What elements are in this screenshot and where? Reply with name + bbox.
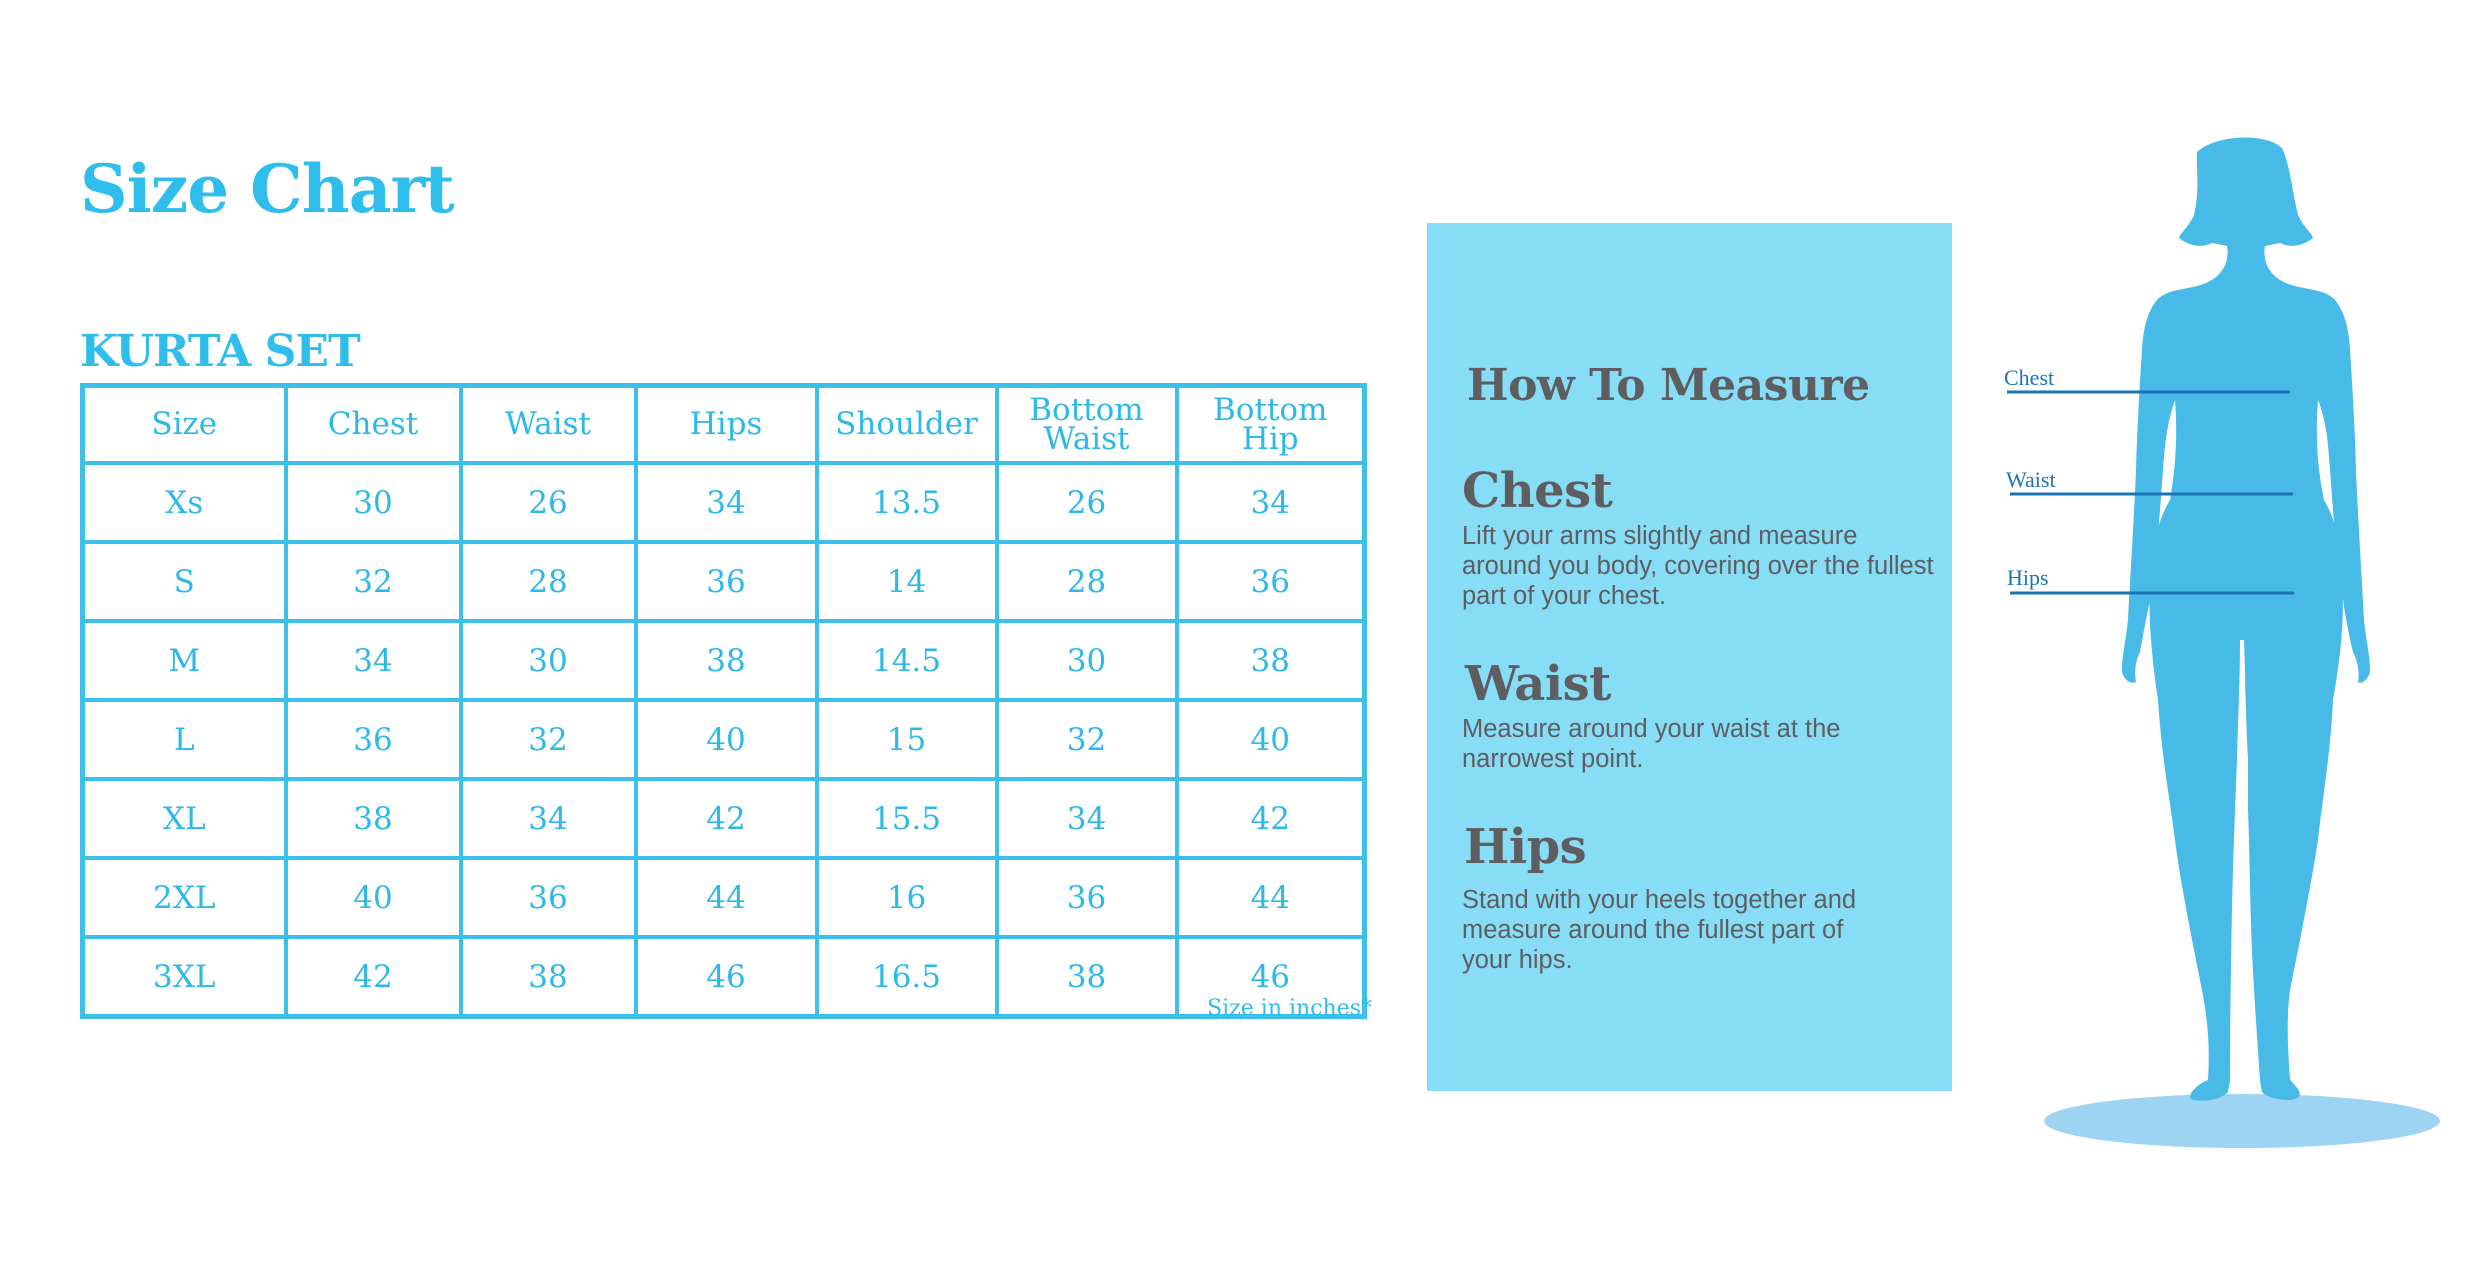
figure-label-chest: Chest	[2004, 365, 2055, 390]
cell-bottom-hip: 40	[1177, 700, 1365, 779]
column-header-size: Size	[83, 386, 286, 464]
cell-shoulder: 15.5	[817, 779, 997, 858]
cell-waist: 38	[461, 937, 636, 1017]
header-line: Hip	[1241, 420, 1299, 457]
table-row	[83, 858, 1365, 937]
cell-shoulder: 14.5	[817, 621, 997, 700]
cell-bottom-waist: 28	[997, 542, 1177, 621]
cell-bottom-hip: 42	[1177, 779, 1365, 858]
header-line: Bottom	[1213, 391, 1328, 428]
cell-size: 3XL	[83, 937, 286, 1017]
cell-bottom-waist: 30	[997, 621, 1177, 700]
cell-size: L	[83, 700, 286, 779]
cell-size: Xs	[83, 463, 286, 542]
cell-shoulder: 13.5	[817, 463, 997, 542]
cell-bottom-hip: 46	[1177, 937, 1365, 1017]
header-line: Waist	[1043, 420, 1130, 457]
table-row	[83, 621, 1365, 700]
page-title: Size Chart	[80, 150, 454, 228]
cell-hips: 36	[636, 542, 817, 621]
cell-size: M	[83, 621, 286, 700]
column-header-waist: Waist	[461, 386, 636, 464]
waist-heading: Waist	[1465, 656, 1611, 712]
cell-chest: 38	[286, 779, 461, 858]
cell-bottom-waist: 36	[997, 858, 1177, 937]
cell-chest: 42	[286, 937, 461, 1017]
cell-bottom-waist: 26	[997, 463, 1177, 542]
cell-waist: 32	[461, 700, 636, 779]
how-to-measure-title: How To Measure	[1467, 360, 1870, 411]
cell-shoulder: 14	[817, 542, 997, 621]
table-row	[83, 700, 1365, 779]
table-row	[83, 463, 1365, 542]
cell-waist: 30	[461, 621, 636, 700]
cell-chest: 34	[286, 621, 461, 700]
cell-shoulder: 16	[817, 858, 997, 937]
cell-size: S	[83, 542, 286, 621]
cell-hips: 46	[636, 937, 817, 1017]
cell-bottom-hip: 38	[1177, 621, 1365, 700]
cell-bottom-hip: 34	[1177, 463, 1365, 542]
how-to-measure-panel	[1427, 223, 1952, 1091]
cell-shoulder: 16.5	[817, 937, 997, 1017]
section-title-kurta-set: KURTA SET	[80, 326, 360, 377]
size-table	[80, 383, 1367, 1019]
cell-bottom-hip: 44	[1177, 858, 1365, 937]
hips-instructions: Stand with your heels together and measure around the fullest part of your hips.	[1462, 886, 1857, 974]
column-header-chest: Chest	[286, 386, 461, 464]
table-row	[83, 779, 1365, 858]
cell-shoulder: 15	[817, 700, 997, 779]
cell-chest: 36	[286, 700, 461, 779]
figure-label-hips: Hips	[2007, 565, 2049, 590]
chest-heading: Chest	[1462, 463, 1613, 519]
chest-instructions: Lift your arms slightly and measure around you body, covering over the fullest part of your chest.	[1462, 522, 1934, 610]
cell-chest: 32	[286, 542, 461, 621]
cell-waist: 36	[461, 858, 636, 937]
header-line: Bottom	[1029, 391, 1144, 428]
cell-bottom-waist: 34	[997, 779, 1177, 858]
column-header-bottom-waist	[997, 386, 1177, 464]
size-unit-note: Size in inches*	[1207, 996, 1372, 1021]
cell-hips: 34	[636, 463, 817, 542]
column-header-hips: Hips	[636, 386, 817, 464]
cell-size: 2XL	[83, 858, 286, 937]
waist-instructions: Measure around your waist at the narrowest point.	[1462, 715, 1841, 773]
cell-chest: 30	[286, 463, 461, 542]
cell-hips: 40	[636, 700, 817, 779]
cell-hips: 42	[636, 779, 817, 858]
cell-bottom-hip: 36	[1177, 542, 1365, 621]
cell-waist: 28	[461, 542, 636, 621]
body-silhouette	[2122, 137, 2370, 1100]
column-header-bottom-hip	[1177, 386, 1365, 464]
cell-chest: 40	[286, 858, 461, 937]
figure-label-waist: Waist	[2006, 467, 2056, 492]
floor-shadow	[2044, 1094, 2440, 1148]
cell-hips: 44	[636, 858, 817, 937]
cell-waist: 34	[461, 779, 636, 858]
hips-heading: Hips	[1464, 819, 1587, 875]
cell-hips: 38	[636, 621, 817, 700]
cell-waist: 26	[461, 463, 636, 542]
cell-size: XL	[83, 779, 286, 858]
column-header-shoulder: Shoulder	[817, 386, 997, 464]
table-header-row	[83, 386, 1365, 464]
table-row	[83, 542, 1365, 621]
cell-bottom-waist: 38	[997, 937, 1177, 1017]
cell-bottom-waist: 32	[997, 700, 1177, 779]
